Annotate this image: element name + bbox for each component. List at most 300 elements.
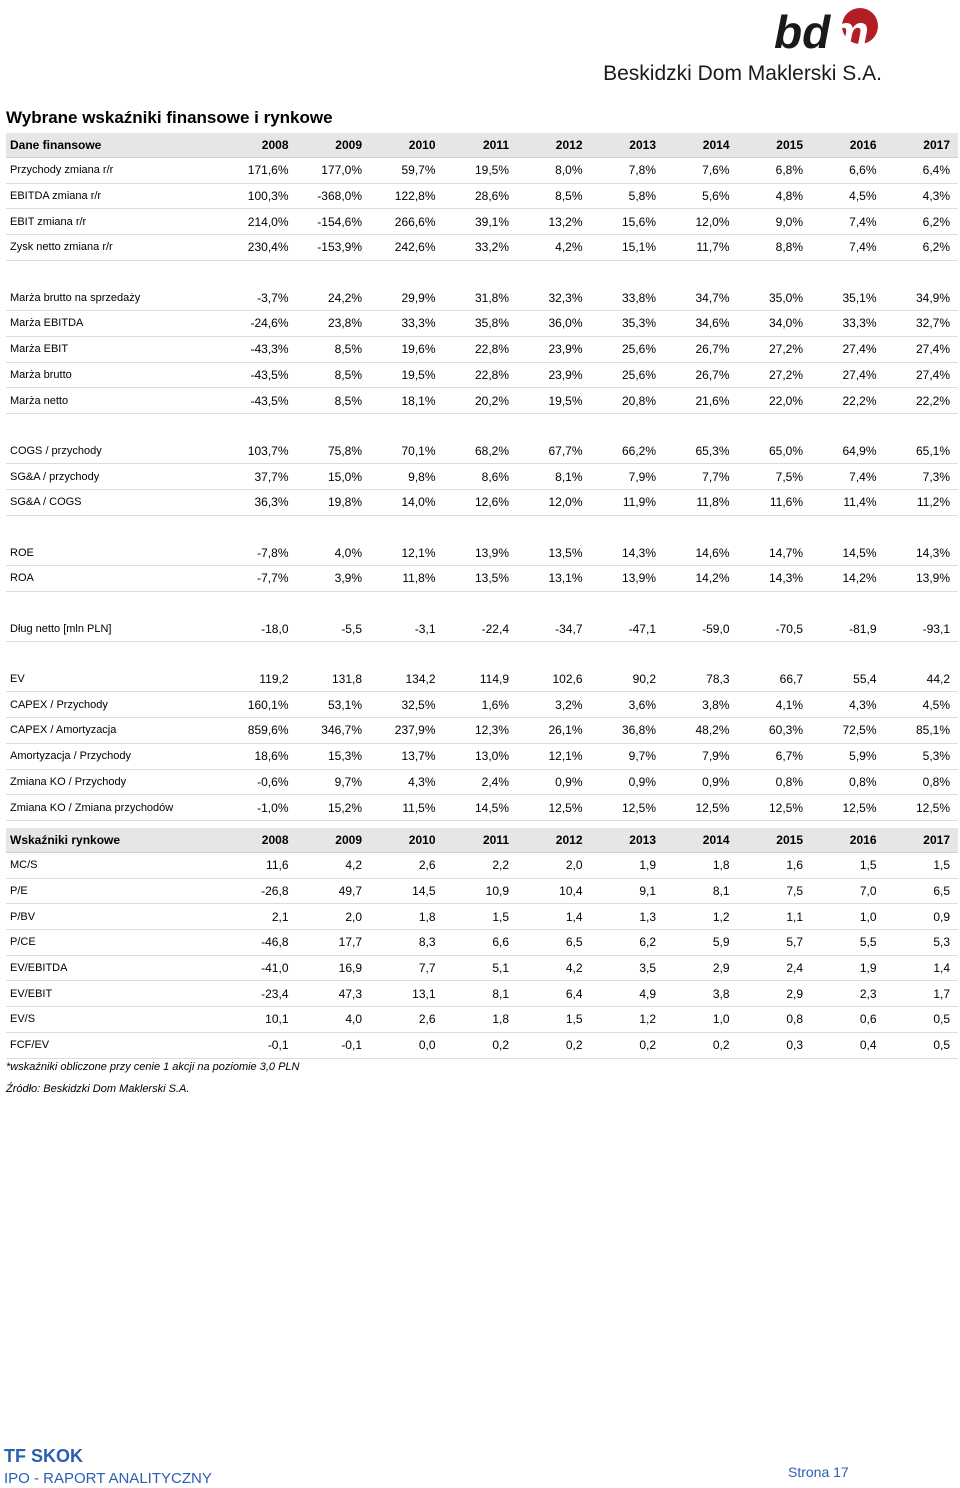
cell-value: 9,7% xyxy=(297,769,371,795)
cell-value: 25,6% xyxy=(591,336,665,362)
spacer-row xyxy=(6,515,958,540)
cell-value: 13,1% xyxy=(517,566,591,592)
cell-value: 4,3% xyxy=(885,183,959,209)
cell-value: 19,8% xyxy=(297,489,371,515)
cell-value: 859,6% xyxy=(223,718,297,744)
cell-value: 1,3 xyxy=(591,904,665,930)
cell-value: 24,2% xyxy=(297,285,371,310)
cell-value: 0,8% xyxy=(811,769,885,795)
row-label: Zmiana KO / Zmiana przychodów xyxy=(6,795,223,821)
cell-value: 1,5 xyxy=(444,904,518,930)
table-row xyxy=(6,853,958,879)
cell-value: 214,0% xyxy=(223,209,297,235)
cell-value: 33,2% xyxy=(444,235,518,261)
cell-value: 6,4% xyxy=(885,158,959,184)
cell-value: 4,3% xyxy=(811,692,885,718)
cell-value: 1,7 xyxy=(885,981,959,1007)
cell-value: 0,8% xyxy=(738,769,812,795)
cell-value: 15,1% xyxy=(591,235,665,261)
cell-value: 1,5 xyxy=(811,853,885,879)
cell-value: -43,5% xyxy=(223,388,297,414)
cell-value: 0,4 xyxy=(811,1032,885,1058)
table-row xyxy=(6,158,958,184)
row-label: Marża netto xyxy=(6,388,223,414)
cell-value: 35,3% xyxy=(591,311,665,337)
cell-value: 1,4 xyxy=(885,955,959,981)
cell-value: 8,5% xyxy=(297,336,371,362)
year-header: 2008 xyxy=(223,828,297,853)
row-label: SG&A / COGS xyxy=(6,489,223,515)
cell-value: 2,2 xyxy=(444,853,518,879)
cell-value: 49,7 xyxy=(297,878,371,904)
year-header: 2010 xyxy=(370,828,444,853)
table-row xyxy=(6,718,958,744)
cell-value: 11,9% xyxy=(591,489,665,515)
cell-value: 15,6% xyxy=(591,209,665,235)
cell-value: 20,8% xyxy=(591,388,665,414)
row-label: Zmiana KO / Przychody xyxy=(6,769,223,795)
cell-value: 14,3% xyxy=(591,540,665,565)
table-row xyxy=(6,566,958,592)
row-label: CAPEX / Przychody xyxy=(6,692,223,718)
cell-value: 10,4 xyxy=(517,878,591,904)
cell-value: 13,0% xyxy=(444,743,518,769)
cell-value: 6,2% xyxy=(885,235,959,261)
cell-value: 11,8% xyxy=(370,566,444,592)
cell-value: 90,2 xyxy=(591,667,665,692)
year-header: 2017 xyxy=(885,828,959,853)
cell-value: 32,5% xyxy=(370,692,444,718)
cell-value: 60,3% xyxy=(738,718,812,744)
cell-value: 1,6% xyxy=(444,692,518,718)
cell-value: 0,2 xyxy=(444,1032,518,1058)
source-note: Źródło: Beskidzki Dom Maklerski S.A. xyxy=(6,1083,190,1095)
cell-value: 0,2 xyxy=(517,1032,591,1058)
table-header-row xyxy=(6,828,958,853)
cell-value: 26,7% xyxy=(664,362,738,388)
cell-value: 4,1% xyxy=(738,692,812,718)
cell-value: 0,9% xyxy=(664,769,738,795)
cell-value: 1,9 xyxy=(591,853,665,879)
cell-value: -70,5 xyxy=(738,616,812,641)
cell-value: 7,7 xyxy=(370,955,444,981)
cell-value: 11,6% xyxy=(738,489,812,515)
cell-value: 26,1% xyxy=(517,718,591,744)
cell-value: 13,9% xyxy=(591,566,665,592)
cell-value: 32,7% xyxy=(885,311,959,337)
header-label: Dane finansowe xyxy=(6,133,223,158)
cell-value: 1,8 xyxy=(664,853,738,879)
year-header: 2012 xyxy=(517,133,591,158)
cell-value: 32,3% xyxy=(517,285,591,310)
year-header: 2009 xyxy=(297,133,371,158)
row-label: EV/EBITDA xyxy=(6,955,223,981)
row-label: Marża EBITDA xyxy=(6,311,223,337)
cell-value: 39,1% xyxy=(444,209,518,235)
cell-value: 0,3 xyxy=(738,1032,812,1058)
cell-value: 34,6% xyxy=(664,311,738,337)
cell-value: 19,5% xyxy=(370,362,444,388)
cell-value: 13,2% xyxy=(517,209,591,235)
cell-value: 11,6 xyxy=(223,853,297,879)
cell-value: -0,6% xyxy=(223,769,297,795)
cell-value: 35,0% xyxy=(738,285,812,310)
cell-value: 33,3% xyxy=(811,311,885,337)
cell-value: -3,1 xyxy=(370,616,444,641)
svg-text:m: m xyxy=(828,6,869,56)
cell-value: 2,1 xyxy=(223,904,297,930)
cell-value: 14,5% xyxy=(444,795,518,821)
cell-value: 5,6% xyxy=(664,183,738,209)
cell-value: 47,3 xyxy=(297,981,371,1007)
row-label: Marża brutto na sprzedaży xyxy=(6,285,223,310)
cell-value: 131,8 xyxy=(297,667,371,692)
cell-value: 36,3% xyxy=(223,489,297,515)
table-row xyxy=(6,904,958,930)
cell-value: 7,6% xyxy=(664,158,738,184)
row-label: FCF/EV xyxy=(6,1032,223,1058)
cell-value: 14,7% xyxy=(738,540,812,565)
cell-value: 6,2 xyxy=(591,930,665,956)
cell-value: 2,0 xyxy=(297,904,371,930)
cell-value: 9,8% xyxy=(370,464,444,490)
table-row xyxy=(6,769,958,795)
cell-value: 4,0 xyxy=(297,1007,371,1033)
cell-value: 0,0 xyxy=(370,1032,444,1058)
year-header: 2015 xyxy=(738,133,812,158)
row-label: EV xyxy=(6,667,223,692)
cell-value: 3,6% xyxy=(591,692,665,718)
cell-value: 13,1 xyxy=(370,981,444,1007)
cell-value: 12,0% xyxy=(517,489,591,515)
table-row xyxy=(6,336,958,362)
cell-value: 8,8% xyxy=(738,235,812,261)
header-label: Wskaźniki rynkowe xyxy=(6,828,223,853)
cell-value: 4,5% xyxy=(885,692,959,718)
cell-value: 0,6 xyxy=(811,1007,885,1033)
cell-value: 4,3% xyxy=(370,769,444,795)
cell-value: 22,0% xyxy=(738,388,812,414)
cell-value: 0,2 xyxy=(591,1032,665,1058)
cell-value: 19,6% xyxy=(370,336,444,362)
cell-value: 22,2% xyxy=(811,388,885,414)
cell-value: 6,6 xyxy=(444,930,518,956)
spacer-row xyxy=(6,413,958,438)
market-ratios-table xyxy=(6,828,958,1059)
table-row xyxy=(6,981,958,1007)
cell-value: 12,6% xyxy=(444,489,518,515)
cell-value: 12,3% xyxy=(444,718,518,744)
row-label: EBITDA zmiana r/r xyxy=(6,183,223,209)
cell-value: 66,7 xyxy=(738,667,812,692)
cell-value: 14,2% xyxy=(811,566,885,592)
footnote: *wskaźniki obliczone przy cenie 1 akcji na poziomie 3,0 PLN xyxy=(6,1061,300,1073)
cell-value: -47,1 xyxy=(591,616,665,641)
row-label: EV/S xyxy=(6,1007,223,1033)
table-header-row xyxy=(6,133,958,158)
cell-value: -7,7% xyxy=(223,566,297,592)
cell-value: 7,5 xyxy=(738,878,812,904)
year-header: 2017 xyxy=(885,133,959,158)
cell-value: 6,5 xyxy=(885,878,959,904)
cell-value: 6,4 xyxy=(517,981,591,1007)
cell-value: 2,6 xyxy=(370,853,444,879)
cell-value: 34,0% xyxy=(738,311,812,337)
year-header: 2016 xyxy=(811,828,885,853)
cell-value: 23,9% xyxy=(517,362,591,388)
cell-value: 8,6% xyxy=(444,464,518,490)
cell-value: 22,8% xyxy=(444,362,518,388)
cell-value: 2,4 xyxy=(738,955,812,981)
cell-value: 114,9 xyxy=(444,667,518,692)
cell-value: 35,1% xyxy=(811,285,885,310)
cell-value: 44,2 xyxy=(885,667,959,692)
cell-value: 19,5% xyxy=(517,388,591,414)
cell-value: 7,4% xyxy=(811,235,885,261)
cell-value: -23,4 xyxy=(223,981,297,1007)
cell-value: 0,9 xyxy=(885,904,959,930)
row-label: Zysk netto zmiana r/r xyxy=(6,235,223,261)
cell-value: 11,2% xyxy=(885,489,959,515)
cell-value: 8,5% xyxy=(297,362,371,388)
cell-value: 14,0% xyxy=(370,489,444,515)
cell-value: 242,6% xyxy=(370,235,444,261)
cell-value: -5,5 xyxy=(297,616,371,641)
cell-value: -34,7 xyxy=(517,616,591,641)
cell-value: 72,5% xyxy=(811,718,885,744)
cell-value: 15,2% xyxy=(297,795,371,821)
cell-value: 12,5% xyxy=(738,795,812,821)
cell-value: 27,4% xyxy=(811,336,885,362)
cell-value: 171,6% xyxy=(223,158,297,184)
row-label: EV/EBIT xyxy=(6,981,223,1007)
cell-value: 8,3 xyxy=(370,930,444,956)
cell-value: 14,3% xyxy=(885,540,959,565)
cell-value: 8,1% xyxy=(517,464,591,490)
table-row xyxy=(6,955,958,981)
year-header: 2014 xyxy=(664,828,738,853)
cell-value: 34,7% xyxy=(664,285,738,310)
cell-value: 5,7 xyxy=(738,930,812,956)
cell-value: 160,1% xyxy=(223,692,297,718)
cell-value: 119,2 xyxy=(223,667,297,692)
year-header: 2013 xyxy=(591,133,665,158)
row-label: Amortyzacja / Przychody xyxy=(6,743,223,769)
cell-value: 5,1 xyxy=(444,955,518,981)
cell-value: 7,7% xyxy=(664,464,738,490)
cell-value: 16,9 xyxy=(297,955,371,981)
cell-value: 75,8% xyxy=(297,439,371,464)
table-row xyxy=(6,311,958,337)
cell-value: 67,7% xyxy=(517,439,591,464)
cell-value: 23,9% xyxy=(517,336,591,362)
table-row xyxy=(6,878,958,904)
cell-value: 0,9% xyxy=(591,769,665,795)
cell-value: 7,0 xyxy=(811,878,885,904)
cell-value: 4,2% xyxy=(517,235,591,261)
cell-value: -1,0% xyxy=(223,795,297,821)
cell-value: 5,3 xyxy=(885,930,959,956)
cell-value: -43,3% xyxy=(223,336,297,362)
cell-value: 4,0% xyxy=(297,540,371,565)
spacer-row xyxy=(6,591,958,616)
cell-value: 9,1 xyxy=(591,878,665,904)
year-header: 2010 xyxy=(370,133,444,158)
cell-value: 4,2 xyxy=(517,955,591,981)
table-row xyxy=(6,388,958,414)
cell-value: 55,4 xyxy=(811,667,885,692)
cell-value: 12,1% xyxy=(370,540,444,565)
cell-value: 4,8% xyxy=(738,183,812,209)
table-row xyxy=(6,743,958,769)
cell-value: 27,4% xyxy=(811,362,885,388)
cell-value: 7,8% xyxy=(591,158,665,184)
table-row xyxy=(6,692,958,718)
table-row xyxy=(6,616,958,641)
page-title: Wybrane wskaźniki finansowe i rynkowe xyxy=(6,108,333,127)
cell-value: -22,4 xyxy=(444,616,518,641)
year-header: 2008 xyxy=(223,133,297,158)
cell-value: 12,0% xyxy=(664,209,738,235)
cell-value: 70,1% xyxy=(370,439,444,464)
table-row xyxy=(6,667,958,692)
cell-value: 22,2% xyxy=(885,388,959,414)
year-header: 2009 xyxy=(297,828,371,853)
cell-value: 6,6% xyxy=(811,158,885,184)
cell-value: 0,2 xyxy=(664,1032,738,1058)
cell-value: -0,1 xyxy=(297,1032,371,1058)
table-row xyxy=(6,209,958,235)
cell-value: 103,7% xyxy=(223,439,297,464)
cell-value: 102,6 xyxy=(517,667,591,692)
row-label: P/E xyxy=(6,878,223,904)
row-label: Marża brutto xyxy=(6,362,223,388)
cell-value: 177,0% xyxy=(297,158,371,184)
table-row xyxy=(6,1007,958,1033)
cell-value: 31,8% xyxy=(444,285,518,310)
cell-value: 35,8% xyxy=(444,311,518,337)
cell-value: 33,8% xyxy=(591,285,665,310)
cell-value: 22,8% xyxy=(444,336,518,362)
table-row xyxy=(6,439,958,464)
cell-value: -154,6% xyxy=(297,209,371,235)
cell-value: 8,5% xyxy=(517,183,591,209)
cell-value: 1,2 xyxy=(591,1007,665,1033)
row-label: ROE xyxy=(6,540,223,565)
cell-value: 14,2% xyxy=(664,566,738,592)
cell-value: -59,0 xyxy=(664,616,738,641)
cell-value: 12,1% xyxy=(517,743,591,769)
cell-value: 4,9 xyxy=(591,981,665,1007)
financial-data-table xyxy=(6,133,958,821)
row-label: Dług netto [mln PLN] xyxy=(6,616,223,641)
cell-value: 6,8% xyxy=(738,158,812,184)
row-label: MC/S xyxy=(6,853,223,879)
cell-value: 14,6% xyxy=(664,540,738,565)
cell-value: 12,5% xyxy=(811,795,885,821)
table-row xyxy=(6,540,958,565)
cell-value: 7,5% xyxy=(738,464,812,490)
cell-value: 15,3% xyxy=(297,743,371,769)
cell-value: -0,1 xyxy=(223,1032,297,1058)
cell-value: 12,5% xyxy=(664,795,738,821)
cell-value: 0,5 xyxy=(885,1032,959,1058)
cell-value: 1,6 xyxy=(738,853,812,879)
cell-value: 3,8 xyxy=(664,981,738,1007)
cell-value: 230,4% xyxy=(223,235,297,261)
cell-value: 18,1% xyxy=(370,388,444,414)
cell-value: 346,7% xyxy=(297,718,371,744)
cell-value: -18,0 xyxy=(223,616,297,641)
cell-value: 18,6% xyxy=(223,743,297,769)
table-row xyxy=(6,285,958,310)
cell-value: 19,5% xyxy=(444,158,518,184)
cell-value: 28,6% xyxy=(444,183,518,209)
cell-value: 8,5% xyxy=(297,388,371,414)
cell-value: -41,0 xyxy=(223,955,297,981)
cell-value: 2,4% xyxy=(444,769,518,795)
cell-value: 1,0 xyxy=(811,904,885,930)
cell-value: 7,4% xyxy=(811,209,885,235)
cell-value: 5,3% xyxy=(885,743,959,769)
cell-value: 1,4 xyxy=(517,904,591,930)
table-row xyxy=(6,183,958,209)
cell-value: 34,9% xyxy=(885,285,959,310)
cell-value: 11,7% xyxy=(664,235,738,261)
cell-value: -43,5% xyxy=(223,362,297,388)
cell-value: 11,8% xyxy=(664,489,738,515)
cell-value: 9,7% xyxy=(591,743,665,769)
cell-value: 14,5% xyxy=(811,540,885,565)
year-header: 2016 xyxy=(811,133,885,158)
cell-value: 3,5 xyxy=(591,955,665,981)
cell-value: -46,8 xyxy=(223,930,297,956)
footer-report-type: IPO - RAPORT ANALITYCZNY xyxy=(4,1470,212,1487)
cell-value: 1,5 xyxy=(517,1007,591,1033)
cell-value: 11,5% xyxy=(370,795,444,821)
cell-value: 266,6% xyxy=(370,209,444,235)
year-header: 2011 xyxy=(444,133,518,158)
cell-value: 134,2 xyxy=(370,667,444,692)
cell-value: 0,5 xyxy=(885,1007,959,1033)
company-logo xyxy=(572,4,882,84)
table-row xyxy=(6,489,958,515)
cell-value: 11,4% xyxy=(811,489,885,515)
cell-value: 85,1% xyxy=(885,718,959,744)
year-header: 2011 xyxy=(444,828,518,853)
cell-value: 27,2% xyxy=(738,336,812,362)
spacer-row xyxy=(6,260,958,285)
row-label: COGS / przychody xyxy=(6,439,223,464)
table-row xyxy=(6,464,958,490)
cell-value: 29,9% xyxy=(370,285,444,310)
cell-value: 65,1% xyxy=(885,439,959,464)
cell-value: 12,5% xyxy=(517,795,591,821)
cell-value: 66,2% xyxy=(591,439,665,464)
row-label: ROA xyxy=(6,566,223,592)
year-header: 2015 xyxy=(738,828,812,853)
cell-value: -153,9% xyxy=(297,235,371,261)
cell-value: 2,0 xyxy=(517,853,591,879)
cell-value: 64,9% xyxy=(811,439,885,464)
svg-text:bd: bd xyxy=(774,6,831,56)
cell-value: 5,9 xyxy=(664,930,738,956)
cell-value: 23,8% xyxy=(297,311,371,337)
cell-value: 48,2% xyxy=(664,718,738,744)
cell-value: 59,7% xyxy=(370,158,444,184)
cell-value: 1,5 xyxy=(885,853,959,879)
cell-value: 6,7% xyxy=(738,743,812,769)
